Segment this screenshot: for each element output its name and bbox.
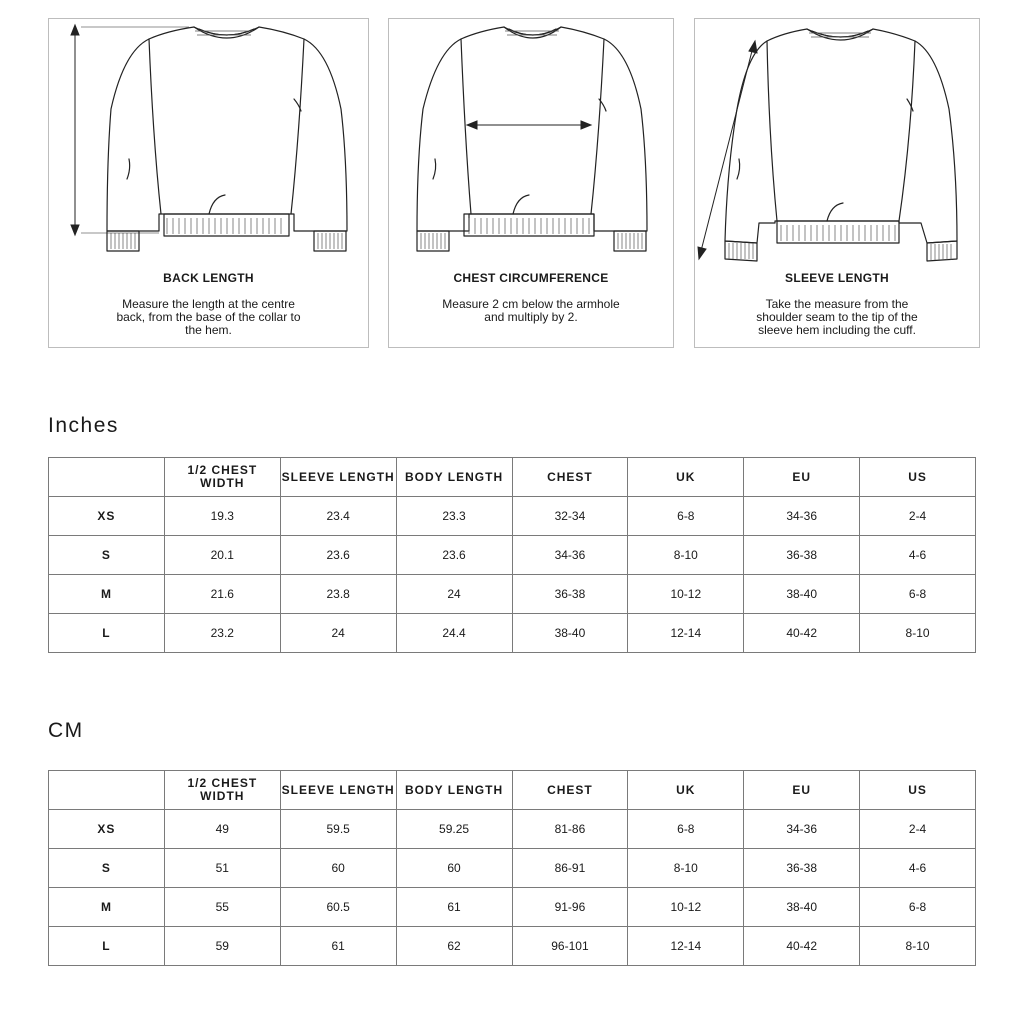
table-cell: 34-36 (512, 536, 628, 575)
size-label: XS (49, 810, 165, 849)
table-row (49, 536, 976, 575)
table-cell: 10-12 (628, 888, 744, 927)
size-table-cm (48, 770, 976, 966)
table-cell: 59.5 (280, 810, 396, 849)
sweater-illustration (389, 19, 675, 269)
table-cell: 23.6 (396, 536, 512, 575)
table-header-row (49, 458, 976, 497)
table-row (49, 497, 976, 536)
table-row (49, 849, 976, 888)
table-cell: 60.5 (280, 888, 396, 927)
table-cell: 55 (164, 888, 280, 927)
column-header: EU (744, 771, 860, 810)
guide-description: Take the measure from the shoulder seam to the tip of the sleeve hem including the cuff. (756, 297, 918, 337)
column-header: 1/2 CHEST WIDTH (164, 771, 280, 810)
size-label: XS (49, 497, 165, 536)
table-cell: 6-8 (628, 497, 744, 536)
guide-title: BACK LENGTH (163, 271, 254, 285)
table-cell: 60 (280, 849, 396, 888)
size-label: L (49, 614, 165, 653)
table-cell: 12-14 (628, 927, 744, 966)
column-header: BODY LENGTH (396, 771, 512, 810)
table-cell: 19.3 (164, 497, 280, 536)
table-cell: 8-10 (628, 536, 744, 575)
column-header (49, 771, 165, 810)
table-cell: 40-42 (744, 927, 860, 966)
table-cell: 59.25 (396, 810, 512, 849)
guide-panel-chest-circumference (388, 18, 674, 348)
table-cell: 12-14 (628, 614, 744, 653)
table-cell: 2-4 (860, 497, 976, 536)
table-cell: 24.4 (396, 614, 512, 653)
table-cell: 40-42 (744, 614, 860, 653)
table-cell: 59 (164, 927, 280, 966)
column-header: SLEEVE LENGTH (280, 771, 396, 810)
table-cell: 23.6 (280, 536, 396, 575)
table-cell: 21.6 (164, 575, 280, 614)
table-cell: 6-8 (860, 888, 976, 927)
table-cell: 20.1 (164, 536, 280, 575)
table-cell: 4-6 (860, 849, 976, 888)
table-cell: 32-34 (512, 497, 628, 536)
column-header: SLEEVE LENGTH (280, 458, 396, 497)
section-title-inches: Inches (48, 414, 119, 437)
column-header (49, 458, 165, 497)
table-cell: 23.8 (280, 575, 396, 614)
table-header-row (49, 771, 976, 810)
sweater-illustration (695, 19, 981, 269)
column-header: US (860, 771, 976, 810)
table-cell: 86-91 (512, 849, 628, 888)
table-row (49, 927, 976, 966)
table-row (49, 575, 976, 614)
table-cell: 36-38 (744, 849, 860, 888)
table-row (49, 888, 976, 927)
table-cell: 61 (396, 888, 512, 927)
table-cell: 91-96 (512, 888, 628, 927)
size-label: M (49, 888, 165, 927)
table-cell: 24 (280, 614, 396, 653)
column-header: CHEST (512, 458, 628, 497)
table-row (49, 810, 976, 849)
table-cell: 36-38 (512, 575, 628, 614)
sweater-illustration (49, 19, 370, 269)
section-title-cm: CM (48, 719, 84, 742)
column-header: BODY LENGTH (396, 458, 512, 497)
table-cell: 23.4 (280, 497, 396, 536)
column-header: EU (744, 458, 860, 497)
table-cell: 61 (280, 927, 396, 966)
table-cell: 23.2 (164, 614, 280, 653)
table-cell: 49 (164, 810, 280, 849)
table-cell: 6-8 (860, 575, 976, 614)
guide-description: Measure 2 cm below the armhole and multiply by 2. (442, 297, 620, 324)
table-cell: 24 (396, 575, 512, 614)
size-label: L (49, 927, 165, 966)
guide-panel-back-length (48, 18, 369, 348)
table-cell: 34-36 (744, 810, 860, 849)
size-label: S (49, 536, 165, 575)
guide-title: SLEEVE LENGTH (785, 271, 889, 285)
table-cell: 8-10 (860, 927, 976, 966)
size-label: M (49, 575, 165, 614)
column-header: UK (628, 771, 744, 810)
table-cell: 8-10 (628, 849, 744, 888)
table-cell: 51 (164, 849, 280, 888)
column-header: 1/2 CHEST WIDTH (164, 458, 280, 497)
table-cell: 2-4 (860, 810, 976, 849)
table-cell: 34-36 (744, 497, 860, 536)
table-cell: 36-38 (744, 536, 860, 575)
diagonal-arrow-icon (698, 41, 757, 259)
guide-description: Measure the length at the centre back, from the base of the collar to the hem. (116, 297, 301, 337)
size-table-inches (48, 457, 976, 653)
table-cell: 62 (396, 927, 512, 966)
table-cell: 6-8 (628, 810, 744, 849)
table-cell: 38-40 (744, 575, 860, 614)
table-cell: 96-101 (512, 927, 628, 966)
table-cell: 38-40 (512, 614, 628, 653)
guide-panel-sleeve-length (694, 18, 980, 348)
table-cell: 23.3 (396, 497, 512, 536)
table-cell: 38-40 (744, 888, 860, 927)
size-label: S (49, 849, 165, 888)
table-cell: 10-12 (628, 575, 744, 614)
table-cell: 8-10 (860, 614, 976, 653)
column-header: UK (628, 458, 744, 497)
table-cell: 81-86 (512, 810, 628, 849)
table-cell: 60 (396, 849, 512, 888)
table-row (49, 614, 976, 653)
column-header: US (860, 458, 976, 497)
horizontal-arrow-icon (467, 121, 591, 129)
column-header: CHEST (512, 771, 628, 810)
table-cell: 4-6 (860, 536, 976, 575)
guide-title: CHEST CIRCUMFERENCE (453, 271, 609, 285)
